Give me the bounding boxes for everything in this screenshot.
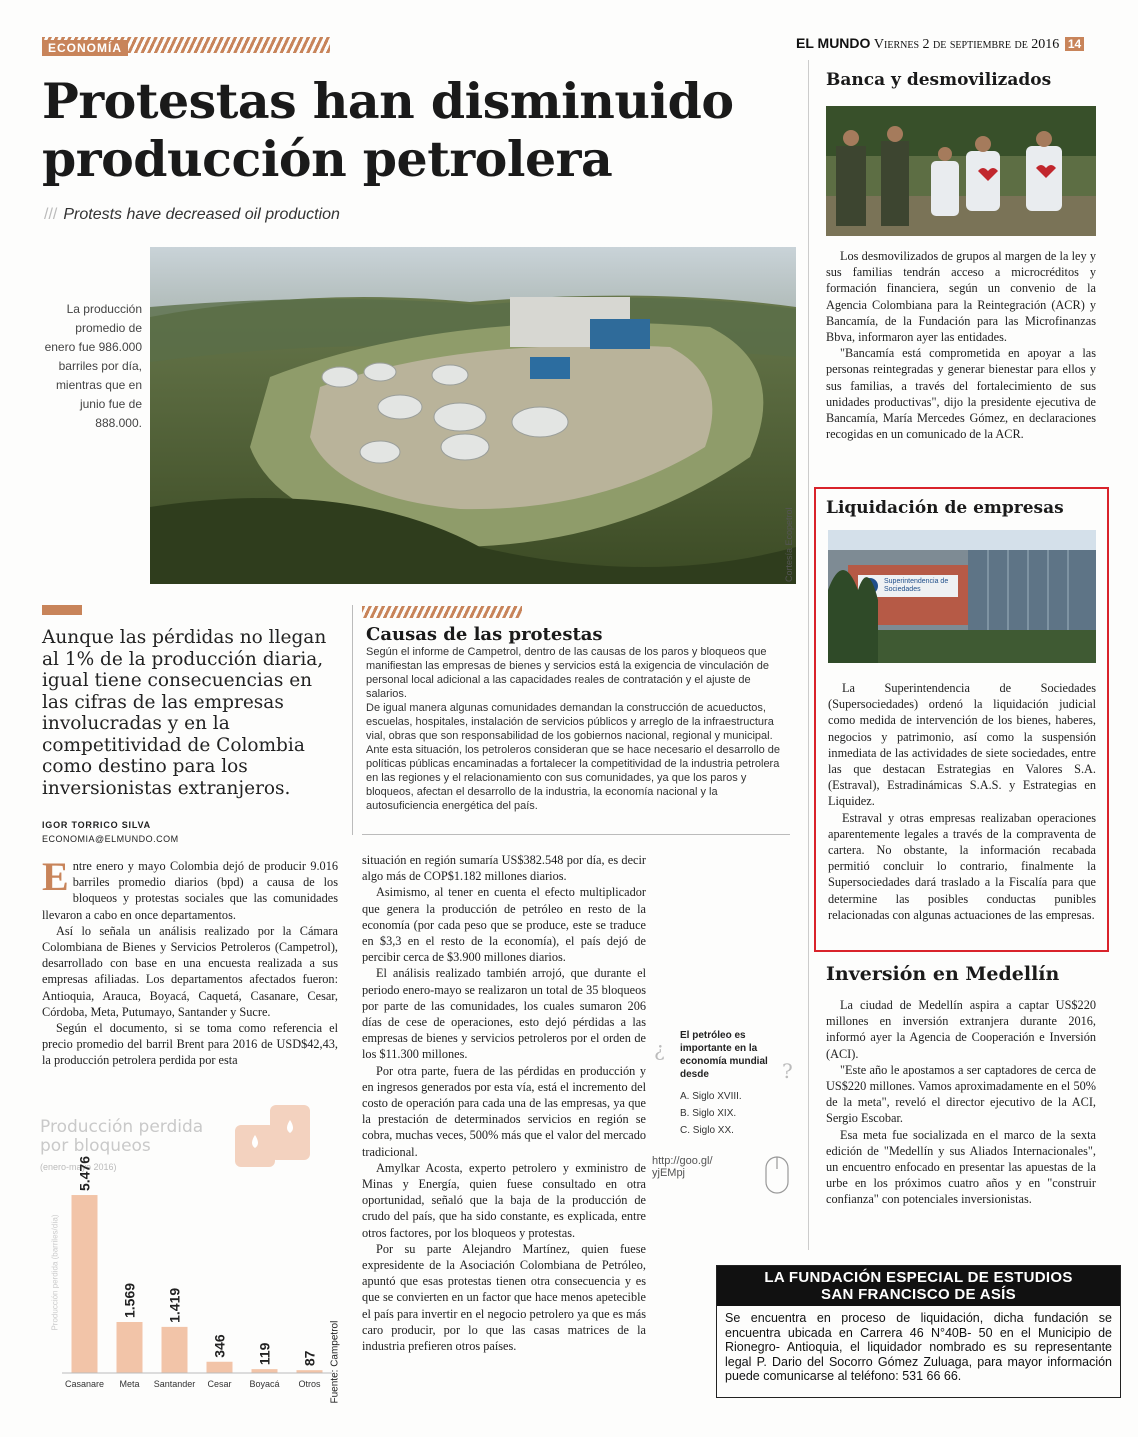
building-sign-text: Superintendencia de Sociedades	[884, 578, 949, 593]
photo-caption: La producción promedio de enero fue 986.000 barriles por día, mientras que en junio fue de 888.000.	[44, 302, 142, 430]
bar-boyacá	[252, 1369, 278, 1373]
category-label: Casanare	[64, 1379, 105, 1389]
chart-source: Fuente: Campetrol	[329, 1320, 341, 1404]
medellin-title: Inversión en Medellín	[826, 963, 1060, 985]
body-text: ntre enero y mayo Colombia dejó de producir 9.016 barriles promedio diarios (bpd) a causa de los bloqueos y protestas sociales que las comunidades llevaron a cabo en once departamentos.	[42, 859, 338, 922]
bar-value-label: 1.419	[166, 1287, 183, 1323]
quiz-option[interactable]: A. Siglo XVIII.	[680, 1091, 742, 1102]
chart-plot	[40, 1148, 340, 1408]
causas-title: Causas de las protestas	[366, 624, 603, 645]
body-paragraph: El análisis realizado también arrojó, que durante el periodo enero-mayo se realizaron un total de 35 bloqueos por parte de las comunidades, los cuales sumaron 206 días de cese de operaciones, esto dejó pérdidas a las empresas de bienes y servicios petroleros por el orden de los $11.300 millones.	[362, 966, 646, 1062]
page-number: 14	[1065, 37, 1084, 51]
mouse-icon	[764, 1155, 790, 1195]
category-label: Cesar	[207, 1379, 232, 1389]
quiz-link-line: yjEMpj	[652, 1167, 686, 1179]
subhead-text: Protests have decreased oil production	[63, 206, 340, 223]
quiz-box	[652, 1025, 793, 1235]
body-paragraph: Asimismo, al tener en cuenta el efecto multiplicador que genera la producción de petróleo en resto de la economía (por cada peso que se produce, este se traduce en $3,3 en el resto de la economía), el país dejó de percibir cerca de $3.900 millones diarios.	[362, 885, 646, 965]
paper-name: EL MUNDO	[796, 35, 871, 51]
banca-paragraph: "Bancamía está comprometida en apoyar a las personas reintegradas y generar bienestar para ellos y sus familias, a través del fortalecimiento de sus unidades productivas", dijo la presidente ejecutiva de Bancamía, María Mercedes Gómez, en declaraciones recogidas en un comunicado de la ACR.	[826, 346, 1096, 442]
headline	[42, 72, 802, 188]
banca-paragraph: Los desmovilizados de grupos al margen de la ley y sus familias tendrán acceso a microcréditos y formación financiera, según un convenio de la Agencia Colombiana para la Reintegración (ACR) y Bancamía, de la Fundación para las Microfinanzas Bbva, informaron ayer las entidades.	[826, 249, 1096, 345]
chart-ylabel: Producción perdida (barriles/día)	[50, 1214, 60, 1331]
supersociedades-photo-art	[828, 530, 1096, 663]
body-paragraph: Por su parte Alejandro Martínez, quien fuese expresidente de la Asociación Colombiana de Petróleo, apuntó que esas protestas tienen otra consecuencia y es que se convierten en un factor que hace menos apetecible el país para invertir en el negocio petrolero ya que es más caro producir, por lo que las casas matrices de la industria prefieren otros países.	[362, 1241, 646, 1354]
category-label: Meta	[119, 1379, 140, 1389]
body-paragraph: Por otra parte, fuera de las pérdidas en producción y en ingresos generados por esta vía, está el incremento del costo de operación para cada una de las empresas, ya que la prestación de determinados servicios en región se cobra, muchas veces, 500% más que el valor del mercado tradicional.	[362, 1063, 646, 1159]
legal-notice-ad	[716, 1265, 1121, 1398]
causas-accent-bar	[362, 606, 522, 618]
divider	[362, 834, 790, 835]
ad-title	[717, 1266, 1120, 1306]
liquidacion-body	[828, 680, 1096, 923]
question-mark-icon: ¿	[654, 1037, 665, 1061]
ad-body: Se encuentra en proceso de liquidación, dicha fundación se encuentra ubicada en Carrera 46 N°40B- 50 en el Municipio de Rionegro- Antioquia, el liquidador nombrado es su representante legal P. Dario del Socorro Gómez Zuluaga, para mayor información puede comunicarse al teléfono: 531 66 66.	[725, 1311, 1112, 1383]
quiz-option[interactable]: C. Siglo XX.	[680, 1125, 734, 1136]
dropcap: E	[42, 854, 69, 899]
banca-photo-art	[826, 106, 1096, 236]
issue-date: Viernes 2 de septiembre de 2016	[873, 37, 1060, 52]
subhead	[44, 206, 340, 224]
quiz-option[interactable]: B. Siglo XIX.	[680, 1108, 737, 1119]
medellin-body	[826, 997, 1096, 1208]
body-column-2	[362, 852, 646, 1354]
body-paragraph	[42, 854, 338, 923]
chart-subtitle: (enero-mayo 2016)	[40, 1162, 117, 1172]
column-divider	[808, 60, 809, 1250]
liquidacion-paragraph: Estraval y otras empresas realizaban operaciones aparentemente legales a través de la compraventa de cartera. No obstante, la información recabada permitió concluir lo contrario, finalmente la Supersociedades dará traslado a la Fiscalía para que determine las posibles conductas punibles relacionadas con algunas actuaciones de las empresas.	[828, 810, 1096, 922]
bar-value-label: 119	[256, 1342, 273, 1366]
bar-value-label: 346	[211, 1334, 228, 1358]
bar-value-label: 1.569	[121, 1282, 138, 1319]
bar-casanare	[72, 1195, 98, 1373]
supersociedades-photo	[828, 530, 1096, 663]
banca-photo	[826, 106, 1096, 236]
masthead	[796, 35, 1136, 55]
liquidacion-title: Liquidación de empresas	[826, 498, 1064, 518]
quiz-link[interactable]	[652, 1155, 713, 1179]
banca-body	[826, 248, 1096, 442]
bar-cesar	[207, 1362, 233, 1373]
chart-title: Producción perdida por bloqueos	[40, 1117, 204, 1156]
headline-line: Protestas han disminuido	[42, 72, 734, 130]
causas-paragraph: Ante esta situación, los petroleros consideran que se hace necesario el desarrollo de políticas públicas encaminadas a fortalecer la competitividad de la industria petrolera en las regiones y el relacionamiento con sus comunidades, ya que los paros y bloqueos, afectan el desarrollo de la industria, la economía nacional y la autosuficiencia energética del país.	[366, 744, 780, 812]
causas-paragraph: De igual manera algunas comunidades demandan la construcción de acueductos, escuelas, hospitales, instalación de servicios públicos y arreglo de la infraestructura vial, obras que son responsabilidad de los gobiernos nacional, regional y municipal.	[366, 702, 774, 742]
category-label: Otros	[298, 1379, 321, 1389]
headline-line: producción petrolera	[42, 130, 613, 188]
quiz-link-line: http://goo.gl/	[652, 1155, 713, 1167]
bar-value-label: 5.476	[76, 1155, 93, 1192]
question-mark-icon: ?	[782, 1059, 793, 1083]
refinery-aerial-photo	[150, 247, 796, 584]
causas-body	[366, 645, 788, 813]
category-label: Santander	[153, 1379, 196, 1389]
author-email: ECONOMIA@ELMUNDO.COM	[42, 834, 179, 844]
body-paragraph: situación en región sumaría US$382.548 por día, es decir algo más de COP$1.182 millones diarios.	[362, 853, 646, 884]
divider	[352, 605, 353, 835]
category-label: Boyacá	[249, 1379, 280, 1389]
body-paragraph: Amylkar Acosta, experto petrolero y exministro de Minas y Energía, quien fuese consultado en otra oportunidad, señaló que la baja de la producción de crudo del país, que ha sido constante, es explicada, entre otros factores, por los bloqueos y protestas.	[362, 1160, 646, 1240]
bar-meta	[117, 1322, 143, 1373]
medellin-paragraph: La ciudad de Medellín aspira a captar US$220 millones en inversión extranjera durante 2016, informó ayer la Agencia de Cooperación e Inversión (ACI).	[826, 998, 1096, 1061]
banca-title: Banca y desmovilizados	[826, 70, 1052, 90]
section-label: ECONOMÍA	[42, 40, 128, 56]
section-tag	[42, 37, 330, 53]
bar-value-label: 87	[301, 1350, 318, 1367]
article-deck: Aunque las pérdidas no llegan al 1% de la producción diaria, igual tiene consecuencias en las cifras de las empresas involucradas y en la competitividad de Colombia como destino para los inversionistas extranjeros.	[42, 627, 327, 799]
subhead-marks: ///	[44, 206, 58, 223]
deck-accent-bar	[42, 605, 82, 615]
body-column-1	[42, 854, 338, 1069]
bar-santander	[162, 1327, 188, 1373]
ad-title-line: SAN FRANCISCO DE ASÍS	[821, 1286, 1016, 1303]
quiz-question: El petróleo es importante en la economía mundial desde	[680, 1030, 768, 1080]
liquidacion-paragraph: La Superintendencia de Sociedades (Supersociedades) ordenó la liquidación judicial como medida de intervención de los bienes, haberes, negocios y patrimonio, así como la suspensión inmediata de las actividades de siete sociedades, entre las que destacan Estrategias en Valores S.A. (Estraval), Estradinámicas S.A.S. y Estrategias en Liquidez.	[828, 681, 1096, 809]
body-paragraph: Así lo señala un análisis realizado por la Cámara Colombiana de Bienes y Servicios Petroleros (Campetrol), desarrollado con base en una encuesta realizada a sus empresas afiliadas. Los departamentos afectados fueron: Antioquia, Arauca, Boyacá, Caquetá, Casanare, Cesar, Córdoba, Meta, Putumayo, Santander y Sucre.	[42, 923, 338, 1019]
medellin-paragraph: Esa meta fue socializada en el marco de la sexta edición de "Medellín y sus Aliados Internacionales", un encuentro enfocado en presentar las apuestas de la urbe en los próximos cuatro años y en "construir confianza" con potenciales inversionistas.	[826, 1127, 1096, 1207]
causas-paragraph: Según el informe de Campetrol, dentro de las causas de los paros y bloqueos que manifiestan las empresas de bienes y servicios está la exigencia de vinculación de personal local adicional a las capacidades reales de contratación y el ajuste de salarios.	[366, 646, 769, 700]
byline: IGOR TORRICO SILVA	[42, 820, 151, 830]
lost-production-chart	[40, 1118, 350, 1408]
ad-title-line: LA FUNDACIÓN ESPECIAL DE ESTUDIOS	[764, 1269, 1073, 1286]
refinery-photo-art	[150, 247, 796, 584]
medellin-paragraph: "Este año le apostamos a ser captadores de cerca de US$220 millones. Vamos aproximadamente en el 50% de la meta", reveló el director ejecutivo de la ACI, Sergio Escobar.	[826, 1062, 1096, 1126]
body-paragraph: Según el documento, si se toma como referencia el precio promedio del barril Brent para 2016 de USD$42,43, la producción petrolera perdida por esta	[42, 1021, 338, 1068]
photo-credit: Cortesía Ecopetrol	[784, 507, 794, 582]
